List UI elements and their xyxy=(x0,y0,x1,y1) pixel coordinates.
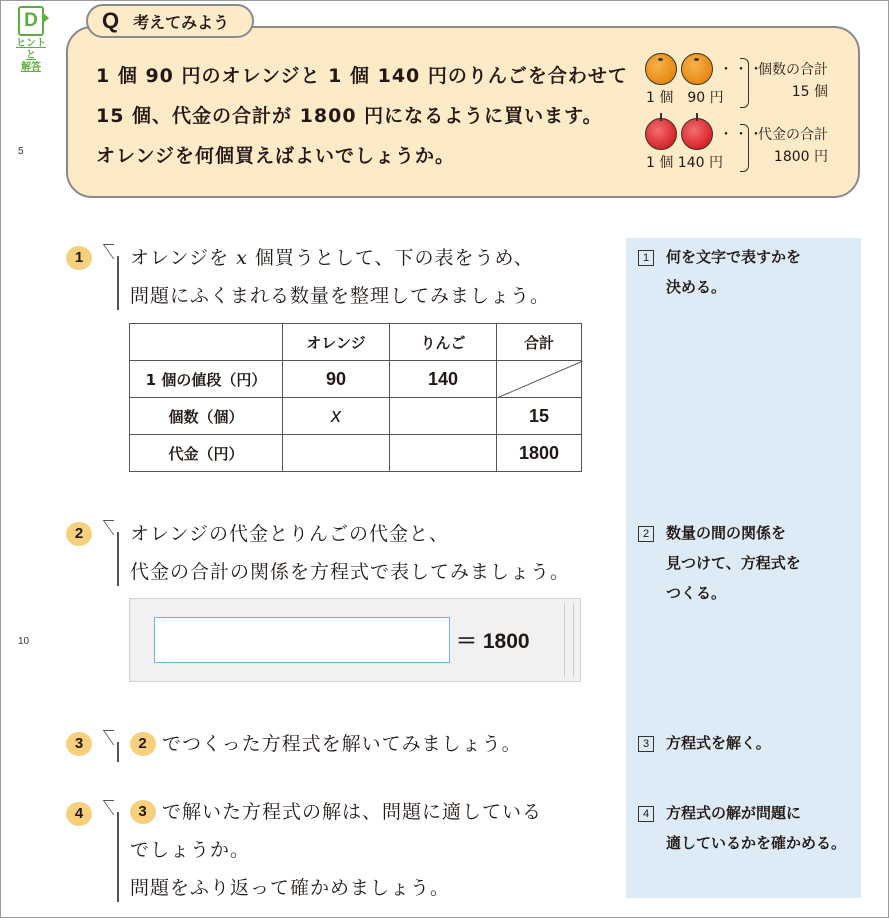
scroll-rail xyxy=(564,603,574,677)
brace-icon xyxy=(740,58,749,108)
step-bar xyxy=(117,742,119,762)
orange-caption: 1 個 90 円 xyxy=(646,90,724,106)
column-header: 合計 xyxy=(497,324,582,361)
table-cell-diagonal xyxy=(497,361,582,398)
hint-d-icon: D xyxy=(18,6,44,36)
side-hint-panel xyxy=(626,238,861,898)
price-sum-label: 代金の合計 1800 円 xyxy=(758,127,828,165)
table-cell-empty[interactable] xyxy=(390,398,497,435)
row-header: 代金（円） xyxy=(130,435,283,472)
step-1-text: オレンジを x 個買うとして、下の表をうめ、 問題にふくまれる数量を整理してみましょう。 xyxy=(130,247,551,307)
apple-icon xyxy=(681,118,713,150)
step-bar xyxy=(117,256,119,310)
step-bar xyxy=(117,532,119,586)
equation-input[interactable] xyxy=(154,617,450,663)
step-number-2: 2 xyxy=(66,522,92,546)
orange-icon xyxy=(681,53,713,85)
question-line: 1 個 90 円のオレンジと 1 個 140 円のりんごを合わせて xyxy=(96,65,628,87)
ellipsis: ・・・ xyxy=(719,127,764,143)
step-ref-2: 2 xyxy=(130,732,156,756)
step-number-3: 3 xyxy=(66,732,92,756)
table-cell: 140 xyxy=(390,361,497,398)
column-header: りんご xyxy=(390,324,497,361)
line-number-5: 5 xyxy=(18,146,24,157)
ellipsis: ・・・ xyxy=(719,62,764,78)
quantity-table xyxy=(129,323,582,472)
equation-area xyxy=(129,598,581,682)
hint-label: ヒントと 解答 xyxy=(16,38,46,73)
step-2-text: オレンジの代金とりんごの代金と、 代金の合計の関係を方程式で表してみましょう。 xyxy=(130,523,571,583)
question-text xyxy=(96,56,628,176)
table-cell: x xyxy=(283,398,390,435)
step-4-text: 3 で解いた方程式の解は、問題に適している でしょうか。 問題をふり返って確かめましょう。 xyxy=(130,801,543,899)
apple-icon xyxy=(645,118,677,150)
apple-caption: 1 個 140 円 xyxy=(646,155,723,171)
side-hint-1: 1 何を文字で表すかを 決める。 xyxy=(638,242,801,302)
step-ref-3: 3 xyxy=(130,800,156,824)
question-title: 考えてみよう xyxy=(133,12,230,32)
question-letter: Q xyxy=(102,8,120,33)
step-bar xyxy=(117,812,119,902)
table-cell: 15 xyxy=(497,398,582,435)
side-hint-2: 2 数量の間の関係を 見つけて、方程式を つくる。 xyxy=(638,518,801,608)
orange-icon xyxy=(645,53,677,85)
table-cell: 90 xyxy=(283,361,390,398)
table-cell-empty[interactable] xyxy=(283,435,390,472)
table-corner xyxy=(130,324,283,361)
question-line: 15 個、代金の合計が 1800 円になるように買います。 xyxy=(96,105,603,127)
equation-rhs: ＝ 1800 xyxy=(456,630,530,653)
step-3-text: 2 でつくった方程式を解いてみましょう。 xyxy=(130,725,522,763)
step-number-4: 4 xyxy=(66,802,92,826)
hint-answer-link[interactable] xyxy=(12,6,50,74)
line-number-10: 10 xyxy=(18,636,30,647)
table-cell-empty[interactable] xyxy=(390,435,497,472)
row-header: 個数（個） xyxy=(130,398,283,435)
count-sum-label: 個数の合計 15 個 xyxy=(758,62,828,100)
side-hint-3: 3 方程式を解く。 xyxy=(638,728,771,758)
row-header: 1 個の値段（円） xyxy=(130,361,283,398)
brace-icon xyxy=(740,124,749,172)
question-tab xyxy=(86,4,254,38)
table-cell: 1800 xyxy=(497,435,582,472)
column-header: オレンジ xyxy=(283,324,390,361)
step-number-1: 1 xyxy=(66,246,92,270)
side-hint-4: 4 方程式の解が問題に 適しているかを確かめる。 xyxy=(638,798,846,858)
question-line: オレンジを何個買えばよいでしょうか。 xyxy=(96,145,456,167)
